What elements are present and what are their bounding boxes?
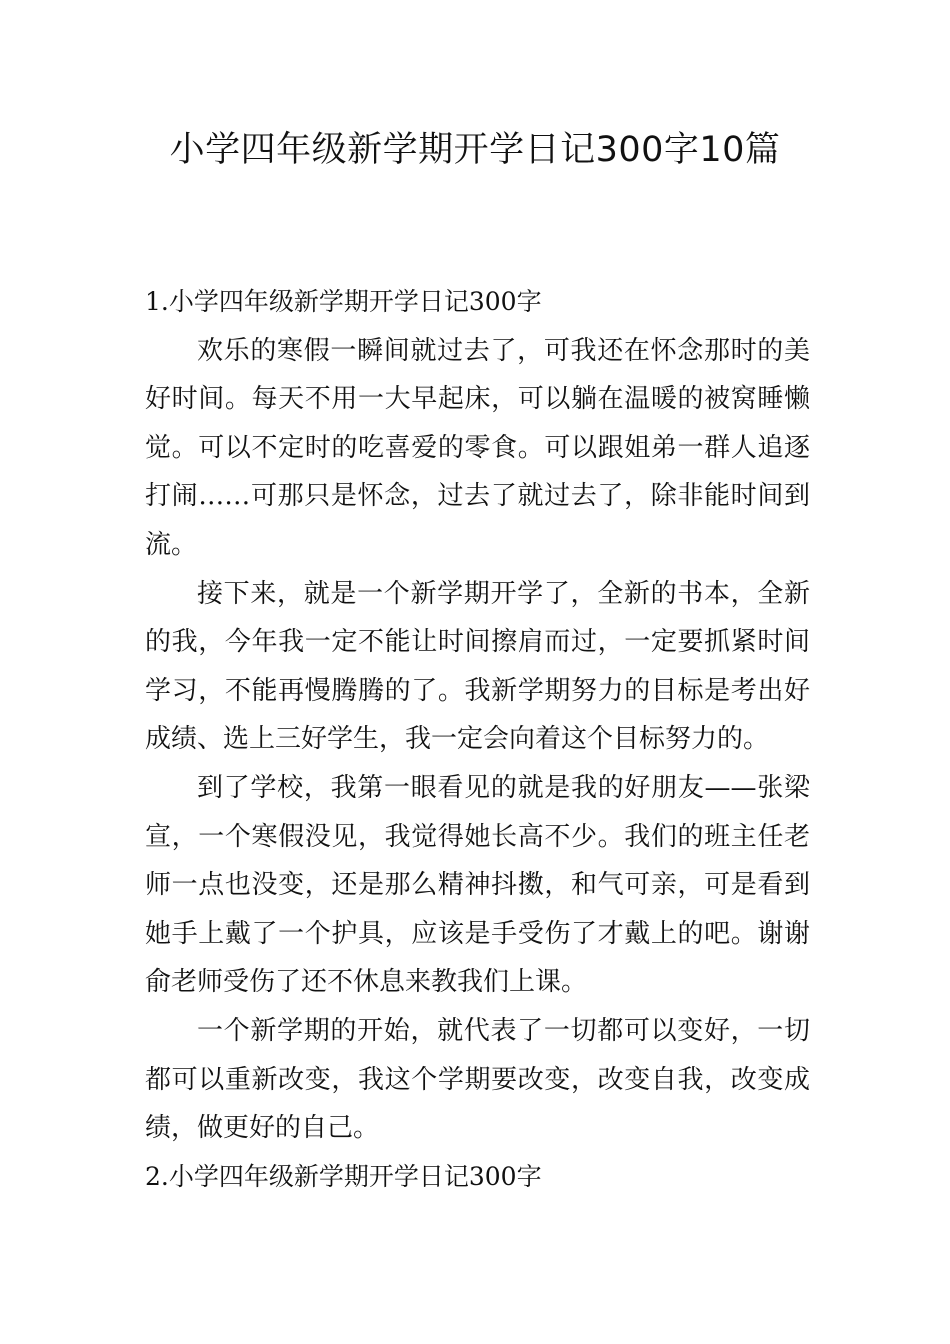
paragraph: 欢乐的寒假一瞬间就过去了，可我还在怀念那时的美好时间。每天不用一大早起床，可以躺在温暖的被窝睡懒觉。可以不定时的吃喜爱的零食。可以跟姐弟一群人追逐打闹……可那只是怀念，过去了就过去了，除非能时间到流。 (145, 335, 810, 560)
section-heading-1: 1.小学四年级新学期开学日记300字 (145, 287, 542, 316)
document-title: 小学四年级新学期开学日记300字10篇 (169, 130, 781, 170)
section-heading-2: 2.小学四年级新学期开学日记300字 (145, 1161, 542, 1191)
paragraph: 一个新学期的开始，就代表了一切都可以变好，一切都可以重新改变，我这个学期要改变，改变自我，改变成绩，做更好的自己。 (145, 1015, 810, 1144)
document-body (145, 278, 810, 1201)
paragraph: 接下来，就是一个新学期开学了，全新的书本，全新的我，今年我一定不能让时间擦肩而过，一定要抓紧时间学习，不能再慢腾腾的了。我新学期努力的目标是考出好成绩、选上三好学生，我一定会向着这个目标努力的。 (145, 578, 810, 755)
paragraph: 到了学校，我第一眼看见的就是我的好朋友——张梁宣，一个寒假没见，我觉得她长高不少。我们的班主任老师一点也没变，还是那么精神抖擞，和气可亲，可是看到她手上戴了一个护具，应该是手受伤了才戴上的吧。谢谢俞老师受伤了还不休息来教我们上课。 (145, 772, 810, 998)
